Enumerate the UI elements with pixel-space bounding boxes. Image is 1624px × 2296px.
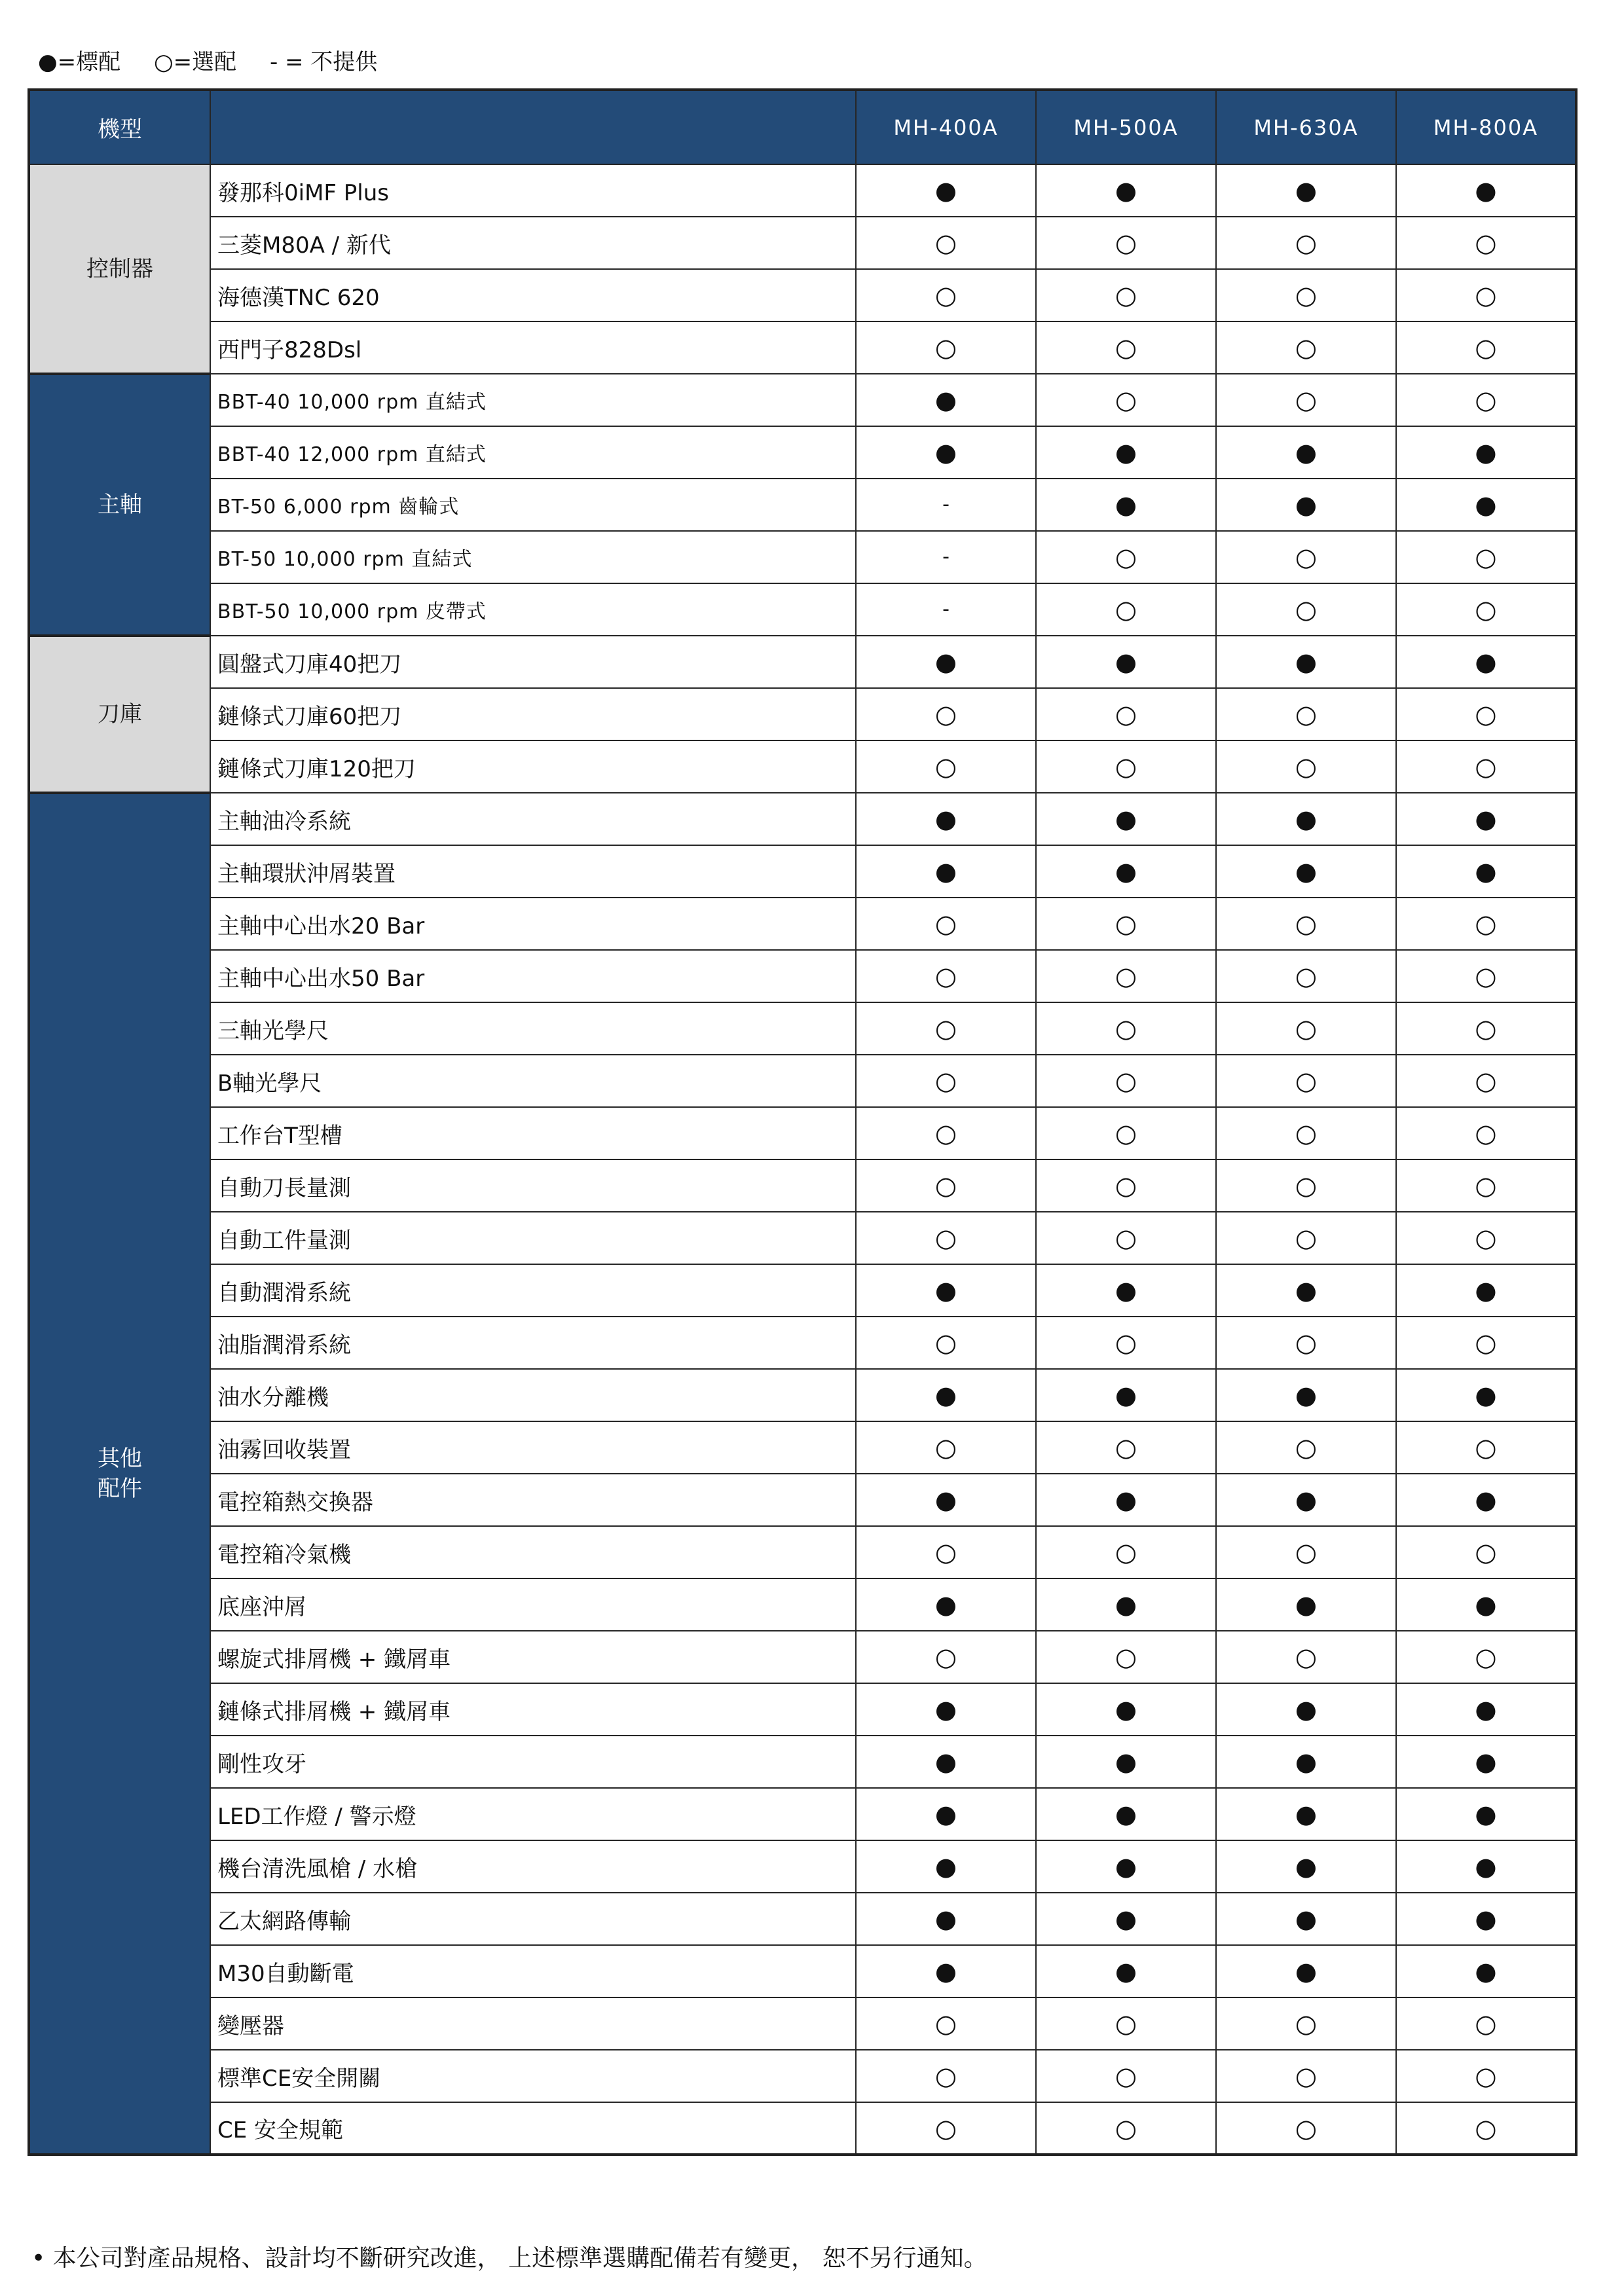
standard-mark: ● — [1036, 1474, 1216, 1526]
feature-name: 鏈條式排屑機 + 鐵屑車 — [210, 1683, 856, 1736]
standard-mark: ● — [856, 793, 1036, 845]
feature-name: 油霧回收裝置 — [210, 1421, 856, 1474]
feature-name: 螺旋式排屑機 + 鐵屑車 — [210, 1631, 856, 1683]
optional-mark: ○ — [1036, 1997, 1216, 2050]
optional-mark: ○ — [1216, 1526, 1396, 1578]
standard-mark: ● — [1216, 479, 1396, 531]
feature-name: 海德漢TNC 620 — [210, 269, 856, 321]
legend-optional: ○=選配 — [153, 49, 237, 75]
blank-header — [210, 90, 856, 164]
table-row — [29, 1631, 1576, 1683]
table-row — [29, 1788, 1576, 1840]
optional-mark: ○ — [1216, 740, 1396, 793]
standard-mark: ● — [1396, 1474, 1576, 1526]
optional-mark: ○ — [856, 1055, 1036, 1107]
table-row — [29, 269, 1576, 321]
feature-name: 發那科0iMF Plus — [210, 164, 856, 217]
standard-mark: ● — [1036, 1788, 1216, 1840]
group-label-text: 刀庫 — [98, 701, 142, 727]
standard-mark: ● — [1036, 1736, 1216, 1788]
feature-name: 主軸中心出水20 Bar — [210, 898, 856, 950]
optional-mark: ○ — [1216, 269, 1396, 321]
optional-mark: ○ — [1396, 217, 1576, 269]
feature-name: 自動刀長量測 — [210, 1159, 856, 1212]
standard-mark: ● — [1216, 1945, 1396, 1997]
optional-mark: ○ — [1216, 1002, 1396, 1055]
feature-name: B軸光學尺 — [210, 1055, 856, 1107]
feature-name: 主軸中心出水50 Bar — [210, 950, 856, 1002]
table-row — [29, 1055, 1576, 1107]
table-row — [29, 1736, 1576, 1788]
optional-mark: ○ — [1216, 1159, 1396, 1212]
optional-mark: ○ — [856, 2102, 1036, 2155]
optional-mark: ○ — [1216, 1997, 1396, 2050]
standard-mark: ● — [1036, 164, 1216, 217]
optional-mark: ○ — [1036, 2102, 1216, 2155]
standard-mark: ● — [856, 1840, 1036, 1893]
model-header: MH-500A — [1036, 90, 1216, 164]
group-label — [29, 164, 210, 374]
not-available-mark: - — [856, 479, 1036, 531]
standard-mark: ● — [1216, 1474, 1396, 1526]
standard-mark: ● — [1216, 793, 1396, 845]
optional-mark: ○ — [1396, 898, 1576, 950]
table-row — [29, 740, 1576, 793]
optional-mark: ○ — [1036, 1421, 1216, 1474]
table-row — [29, 845, 1576, 898]
standard-mark: ● — [1036, 636, 1216, 688]
feature-name: 底座沖屑 — [210, 1578, 856, 1631]
optional-mark: ○ — [1396, 1997, 1576, 2050]
feature-name: 主軸油冷系統 — [210, 793, 856, 845]
table-row — [29, 531, 1576, 583]
table-row — [29, 1002, 1576, 1055]
standard-mark: ● — [1216, 164, 1396, 217]
model-header: MH-630A — [1216, 90, 1396, 164]
optional-mark: ○ — [1216, 2102, 1396, 2155]
optional-mark: ○ — [1036, 740, 1216, 793]
table-row — [29, 898, 1576, 950]
standard-mark: ● — [1396, 479, 1576, 531]
standard-mark: ● — [1036, 793, 1216, 845]
standard-mark: ● — [1036, 1683, 1216, 1736]
standard-mark: ● — [1036, 1840, 1216, 1893]
not-available-mark: - — [856, 531, 1036, 583]
table-row — [29, 1421, 1576, 1474]
optional-mark: ○ — [1216, 531, 1396, 583]
feature-name: 自動潤滑系統 — [210, 1264, 856, 1317]
feature-name: 標準CE安全開關 — [210, 2050, 856, 2102]
feature-name: 電控箱熱交換器 — [210, 1474, 856, 1526]
feature-name: 鏈條式刀庫60把刀 — [210, 688, 856, 740]
header-row — [29, 90, 1576, 164]
standard-mark: ● — [1396, 1264, 1576, 1317]
optional-mark: ○ — [1216, 950, 1396, 1002]
standard-mark: ● — [1216, 1369, 1396, 1421]
table-row — [29, 1840, 1576, 1893]
table-row — [29, 1212, 1576, 1264]
table-row — [29, 1317, 1576, 1369]
standard-mark: ● — [1396, 636, 1576, 688]
feature-name: 電控箱冷氣機 — [210, 1526, 856, 1578]
optional-mark: ○ — [856, 269, 1036, 321]
optional-mark: ○ — [1396, 688, 1576, 740]
standard-mark: ● — [856, 1683, 1036, 1736]
table-row — [29, 1474, 1576, 1526]
feature-name: BBT-40 12,000 rpm 直結式 — [210, 426, 856, 479]
group-label — [29, 636, 210, 793]
table-row — [29, 950, 1576, 1002]
group-label — [29, 374, 210, 636]
feature-name: 機台清洗風槍 / 水槍 — [210, 1840, 856, 1893]
legend-not-available: - = 不提供 — [269, 49, 378, 75]
optional-mark: ○ — [856, 898, 1036, 950]
table-row — [29, 583, 1576, 636]
optional-mark: ○ — [856, 950, 1036, 1002]
table-row — [29, 164, 1576, 217]
optional-mark: ○ — [1396, 740, 1576, 793]
model-header: MH-800A — [1396, 90, 1576, 164]
standard-mark: ● — [1216, 845, 1396, 898]
optional-mark: ○ — [1216, 374, 1396, 426]
table-row — [29, 2050, 1576, 2102]
standard-mark: ● — [1396, 1893, 1576, 1945]
footnote: • 本公司對產品規格、設計均不斷研究改進， 上述標準選購配備若有變更， 恕不另行通知。 — [31, 2245, 987, 2272]
optional-mark: ○ — [1216, 1421, 1396, 1474]
optional-mark: ○ — [1036, 2050, 1216, 2102]
standard-mark: ● — [1216, 1840, 1396, 1893]
feature-name: 乙太網路傳輸 — [210, 1893, 856, 1945]
optional-mark: ○ — [1036, 1526, 1216, 1578]
optional-mark: ○ — [1396, 269, 1576, 321]
standard-mark: ● — [1216, 636, 1396, 688]
optional-mark: ○ — [1396, 374, 1576, 426]
standard-mark: ● — [856, 1474, 1036, 1526]
group-label — [29, 793, 210, 2155]
optional-mark: ○ — [1036, 1317, 1216, 1369]
optional-mark: ○ — [1036, 1055, 1216, 1107]
table-row — [29, 1893, 1576, 1945]
standard-mark: ● — [1216, 1578, 1396, 1631]
optional-mark: ○ — [1396, 1002, 1576, 1055]
optional-mark: ○ — [856, 321, 1036, 374]
standard-mark: ● — [856, 636, 1036, 688]
standard-mark: ● — [1216, 1893, 1396, 1945]
standard-mark: ● — [856, 164, 1036, 217]
table-row — [29, 793, 1576, 845]
optional-mark: ○ — [1396, 1055, 1576, 1107]
standard-mark: ● — [856, 374, 1036, 426]
feature-name: 自動工件量測 — [210, 1212, 856, 1264]
feature-name: BBT-40 10,000 rpm 直結式 — [210, 374, 856, 426]
optional-mark: ○ — [1396, 1631, 1576, 1683]
standard-mark: ● — [1036, 1264, 1216, 1317]
optional-mark: ○ — [1216, 217, 1396, 269]
table-row — [29, 374, 1576, 426]
optional-mark: ○ — [856, 1212, 1036, 1264]
standard-mark: ● — [1036, 845, 1216, 898]
optional-mark: ○ — [856, 1526, 1036, 1578]
standard-mark: ● — [1216, 1264, 1396, 1317]
optional-mark: ○ — [1036, 1159, 1216, 1212]
optional-mark: ○ — [1036, 217, 1216, 269]
optional-mark: ○ — [1396, 1317, 1576, 1369]
optional-mark: ○ — [1036, 688, 1216, 740]
optional-mark: ○ — [1396, 583, 1576, 636]
standard-mark: ● — [1396, 793, 1576, 845]
optional-mark: ○ — [1036, 1631, 1216, 1683]
table-row — [29, 1578, 1576, 1631]
optional-mark: ○ — [1036, 1212, 1216, 1264]
type-header: 機型 — [29, 90, 210, 164]
standard-mark: ● — [1036, 1369, 1216, 1421]
feature-name: 西門子828Dsl — [210, 321, 856, 374]
feature-name: M30自動斷電 — [210, 1945, 856, 1997]
optional-mark: ○ — [856, 1159, 1036, 1212]
standard-mark: ● — [856, 1578, 1036, 1631]
optional-mark: ○ — [856, 2050, 1036, 2102]
table-row — [29, 479, 1576, 531]
optional-mark: ○ — [1036, 1107, 1216, 1159]
optional-mark: ○ — [856, 1631, 1036, 1683]
standard-mark: ● — [1036, 479, 1216, 531]
feature-name: BBT-50 10,000 rpm 皮帶式 — [210, 583, 856, 636]
table-row — [29, 426, 1576, 479]
optional-mark: ○ — [1216, 1317, 1396, 1369]
standard-mark: ● — [856, 1736, 1036, 1788]
optional-mark: ○ — [1216, 583, 1396, 636]
standard-mark: ● — [1396, 1788, 1576, 1840]
feature-name: CE 安全規範 — [210, 2102, 856, 2155]
standard-mark: ● — [1396, 426, 1576, 479]
table-row — [29, 1683, 1576, 1736]
feature-name: 油脂潤滑系統 — [210, 1317, 856, 1369]
standard-mark: ● — [1216, 1683, 1396, 1736]
table-row — [29, 217, 1576, 269]
feature-name: 變壓器 — [210, 1997, 856, 2050]
optional-mark: ○ — [1396, 1421, 1576, 1474]
standard-mark: ● — [1396, 1683, 1576, 1736]
optional-mark: ○ — [856, 740, 1036, 793]
standard-mark: ● — [1036, 1893, 1216, 1945]
optional-mark: ○ — [856, 1421, 1036, 1474]
feature-name: 工作台T型槽 — [210, 1107, 856, 1159]
feature-name: BT-50 10,000 rpm 直結式 — [210, 531, 856, 583]
spec-body — [29, 164, 1576, 2155]
standard-mark: ● — [1216, 426, 1396, 479]
optional-mark: ○ — [856, 1317, 1036, 1369]
feature-name: 圓盤式刀庫40把刀 — [210, 636, 856, 688]
standard-mark: ● — [1036, 1945, 1216, 1997]
optional-mark: ○ — [1216, 1107, 1396, 1159]
standard-mark: ● — [856, 845, 1036, 898]
feature-name: 油水分離機 — [210, 1369, 856, 1421]
optional-mark: ○ — [1396, 321, 1576, 374]
table-row — [29, 321, 1576, 374]
optional-mark: ○ — [1216, 898, 1396, 950]
standard-mark: ● — [1396, 1840, 1576, 1893]
optional-mark: ○ — [856, 1002, 1036, 1055]
optional-mark: ○ — [1036, 531, 1216, 583]
feature-name: 鏈條式刀庫120把刀 — [210, 740, 856, 793]
standard-mark: ● — [1036, 426, 1216, 479]
optional-mark: ○ — [1396, 1159, 1576, 1212]
optional-mark: ○ — [1036, 1002, 1216, 1055]
optional-mark: ○ — [856, 217, 1036, 269]
legend-standard: ●=標配 — [38, 49, 121, 75]
table-row — [29, 1526, 1576, 1578]
optional-mark: ○ — [1216, 1212, 1396, 1264]
standard-mark: ● — [1396, 1369, 1576, 1421]
standard-mark: ● — [1396, 1578, 1576, 1631]
standard-mark: ● — [856, 1369, 1036, 1421]
table-row — [29, 1369, 1576, 1421]
optional-mark: ○ — [856, 1997, 1036, 2050]
standard-mark: ● — [1396, 845, 1576, 898]
optional-mark: ○ — [1036, 269, 1216, 321]
feature-name: BT-50 6,000 rpm 齒輪式 — [210, 479, 856, 531]
standard-mark: ● — [856, 1788, 1036, 1840]
table-row — [29, 1159, 1576, 1212]
table-row — [29, 1945, 1576, 1997]
optional-mark: ○ — [1396, 531, 1576, 583]
standard-mark: ● — [856, 1893, 1036, 1945]
optional-mark: ○ — [1036, 583, 1216, 636]
feature-name: LED工作燈 / 警示燈 — [210, 1788, 856, 1840]
optional-mark: ○ — [856, 1107, 1036, 1159]
table-row — [29, 2102, 1576, 2155]
optional-mark: ○ — [1216, 1055, 1396, 1107]
standard-mark: ● — [1396, 164, 1576, 217]
not-available-mark: - — [856, 583, 1036, 636]
table-row — [29, 1107, 1576, 1159]
group-label-text: 主軸 — [98, 492, 142, 518]
optional-mark: ○ — [856, 688, 1036, 740]
feature-name: 剛性攻牙 — [210, 1736, 856, 1788]
standard-mark: ● — [1396, 1736, 1576, 1788]
feature-name: 三軸光學尺 — [210, 1002, 856, 1055]
standard-mark: ● — [1396, 1945, 1576, 1997]
optional-mark: ○ — [1396, 2050, 1576, 2102]
optional-mark: ○ — [1396, 1212, 1576, 1264]
group-label-text: 控制器 — [86, 255, 153, 282]
optional-mark: ○ — [1036, 374, 1216, 426]
table-row — [29, 636, 1576, 688]
standard-mark: ● — [1216, 1788, 1396, 1840]
model-header: MH-400A — [856, 90, 1036, 164]
optional-mark: ○ — [1396, 2102, 1576, 2155]
optional-mark: ○ — [1396, 1107, 1576, 1159]
optional-mark: ○ — [1036, 950, 1216, 1002]
optional-mark: ○ — [1396, 1526, 1576, 1578]
table-row — [29, 1264, 1576, 1317]
optional-mark: ○ — [1216, 2050, 1396, 2102]
legend — [38, 46, 403, 79]
feature-name: 三菱M80A / 新代 — [210, 217, 856, 269]
optional-mark: ○ — [1036, 321, 1216, 374]
feature-name: 主軸環狀沖屑裝置 — [210, 845, 856, 898]
standard-mark: ● — [856, 1264, 1036, 1317]
optional-mark: ○ — [1216, 321, 1396, 374]
table-row — [29, 688, 1576, 740]
standard-mark: ● — [1216, 1736, 1396, 1788]
table-row — [29, 1997, 1576, 2050]
optional-mark: ○ — [1216, 1631, 1396, 1683]
standard-mark: ● — [1036, 1578, 1216, 1631]
spec-table — [28, 88, 1578, 2156]
optional-mark: ○ — [1036, 898, 1216, 950]
optional-mark: ○ — [1396, 950, 1576, 1002]
group-label-text: 其他 配件 — [98, 1446, 142, 1502]
optional-mark: ○ — [1216, 688, 1396, 740]
standard-mark: ● — [856, 1945, 1036, 1997]
standard-mark: ● — [856, 426, 1036, 479]
